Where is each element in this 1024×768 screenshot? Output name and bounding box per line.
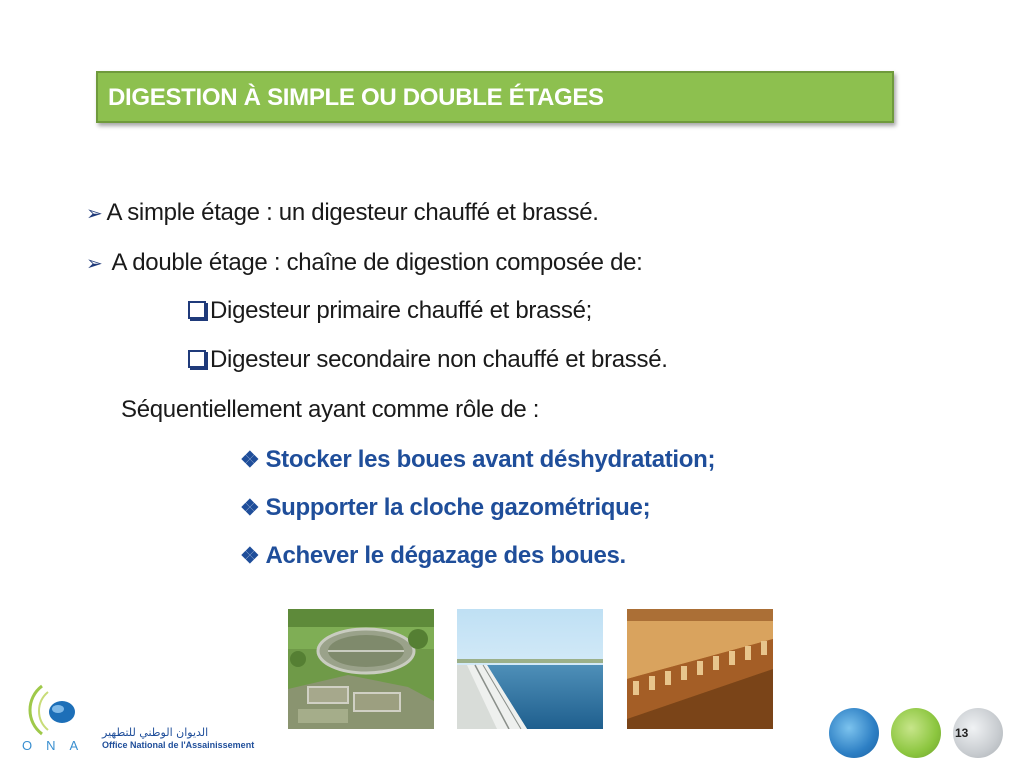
ona-logo [20, 680, 290, 760]
bullet-line-double [86, 249, 643, 277]
title-banner [96, 71, 894, 123]
role-bullet-degas [240, 542, 626, 570]
line-text: Supporter la cloche gazométrique; [265, 494, 651, 521]
diamond-bullet-icon: ❖ [240, 543, 260, 568]
green-circle-decoration [891, 708, 941, 758]
line-text: Séquentiellement ayant comme rôle de : [121, 396, 540, 423]
line-text: A double étage : chaîne de digestion composée de: [106, 249, 643, 276]
photo-treatment-plant [288, 609, 434, 729]
photo-weir-channel [627, 609, 773, 729]
logo-arabic-name: الديوان الوطني للتطهير [102, 726, 209, 739]
bullet-line-simple [86, 199, 599, 227]
line-text: Digesteur secondaire non chauffé et brassé. [210, 346, 668, 373]
slide-title: DIGESTION À SIMPLE OU DOUBLE ÉTAGES [108, 84, 604, 111]
line-text: Achever le dégazage des boues. [265, 542, 626, 569]
logo-french-name: Office National de l'Assainissement [102, 740, 255, 750]
line-text: A simple étage : un digesteur chauffé et brassé. [106, 199, 599, 226]
role-bullet-store [240, 446, 715, 474]
sequential-line [121, 396, 539, 424]
sub-bullet-secondary [188, 346, 668, 374]
line-text: Stocker les boues avant déshydratation; [265, 446, 716, 473]
role-bullet-support [240, 494, 650, 522]
square-bullet-icon [188, 301, 206, 319]
line-text: Digesteur primaire chauffé et brassé; [210, 297, 592, 324]
arrow-bullet-icon: ➢ [86, 203, 103, 225]
diamond-bullet-icon: ❖ [240, 495, 260, 520]
square-bullet-icon [188, 350, 206, 368]
diamond-bullet-icon: ❖ [240, 447, 260, 472]
sub-bullet-primary [188, 297, 592, 325]
blue-circle-decoration [829, 708, 879, 758]
arrow-bullet-icon: ➢ [86, 253, 103, 275]
logo-letters: ONA [22, 738, 93, 753]
page-number: 13 [955, 726, 969, 740]
photo-water-basin [457, 609, 603, 729]
